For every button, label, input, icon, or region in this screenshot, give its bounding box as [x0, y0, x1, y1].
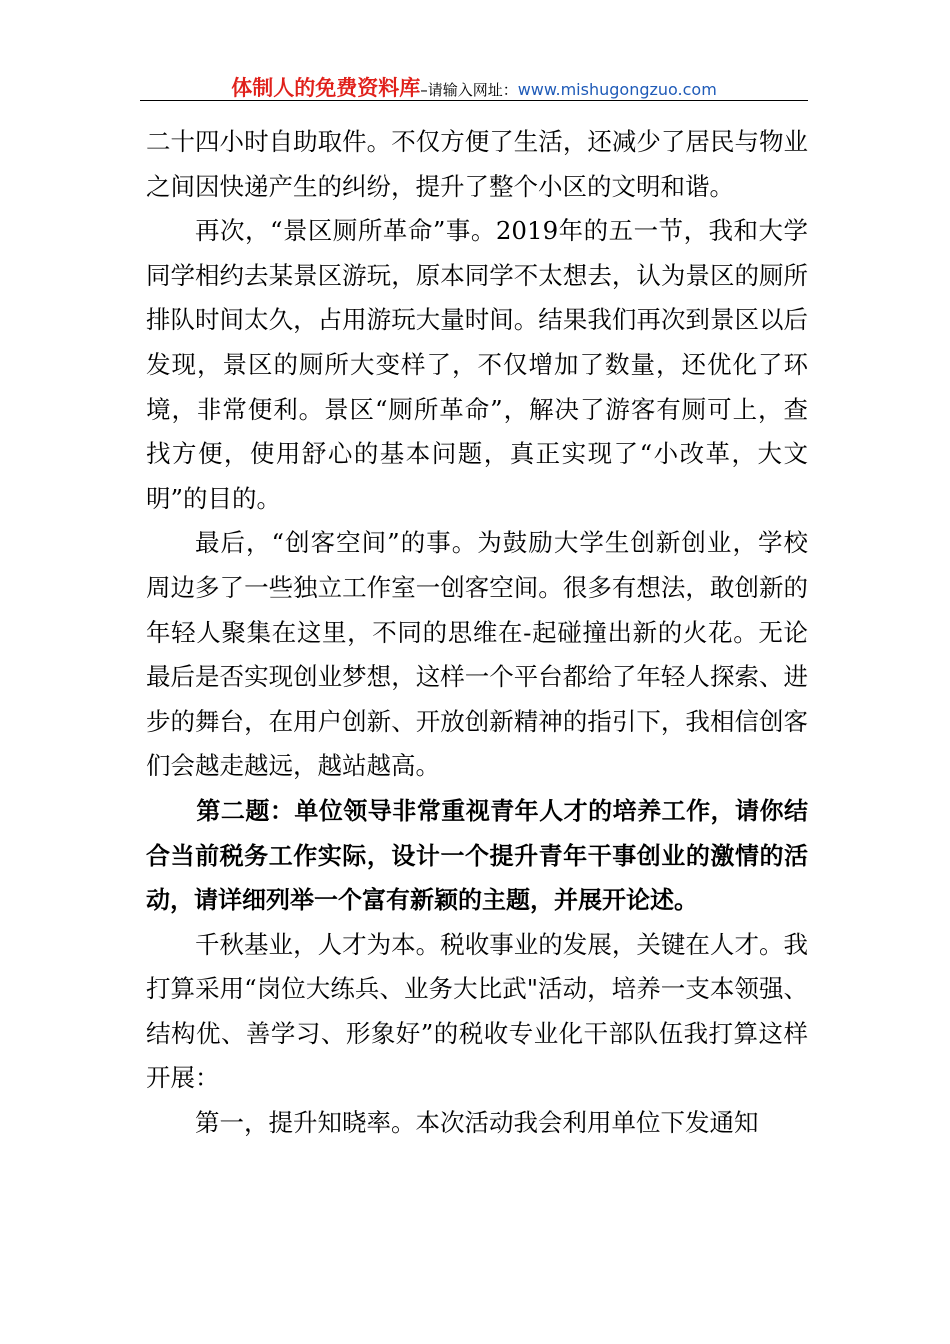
header-divider: [140, 100, 808, 101]
paragraph-maker-space: 最后，“创客空间”的事。为鼓励大学生创新创业，学校周边多了一些独立工作室一创客空间。很多有想法，敢创新的年轻人聚集在这里，不同的思维在-起碰撞出新的火花。无论最后是否实现创业梦想，这样一个平台都给了年轻人探索、进步的舞台，在用户创新、开放创新精神的指引下，我相信创客们会越走越远，越站越高。: [146, 528, 808, 781]
paragraph-continuation: 二十四小时自助取件。不仅方便了生活，还减少了居民与物业之间因快递产生的纠纷，提升了整个小区的文明和谐。: [146, 127, 808, 201]
document-body: [146, 120, 808, 1146]
header-url-link[interactable]: www.mishugongzuo.com: [517, 80, 717, 99]
paragraph-first-point: 第一，提升知晓率。本次活动我会利用单位下发通知: [195, 1108, 759, 1138]
header-title: 体制人的免费资料库: [231, 76, 421, 100]
paragraph-scenic-toilet: 再次，“景区厕所革命”事。2019年的五一节，我和大学同学相约去某景区游玩，原本同学不太想去，认为景区的厕所排队时间太久，占用游玩大量时间。结果我们再次到景区以后发现，景区的厕所大变样了，不仅增加了数量，还优化了环境，非常便利。景区“厕所革命”，解决了游客有厕可上，查找方便，使用舒心的基本问题，真正实现了“小改革，大文明”的目的。: [146, 216, 808, 513]
paragraph-talent-intro: 千秋基业，人才为本。税收事业的发展，关键在人才。我打算采用“岗位大练兵、业务大比武"活动，培养一支本领强、结构优、善学习、形象好”的税收专业化干部队伍我打算这样开展：: [146, 929, 808, 1093]
page-header: [140, 72, 808, 100]
header-prompt: –请输入网址：: [420, 81, 518, 99]
question-two-heading: 第二题：单位领导非常重视青年人才的培养工作，请你结合当前税务工作实际，设计一个提升青年干事创业的激情的活动，请详细列举一个富有新颖的主题，并展开论述。: [146, 796, 808, 915]
